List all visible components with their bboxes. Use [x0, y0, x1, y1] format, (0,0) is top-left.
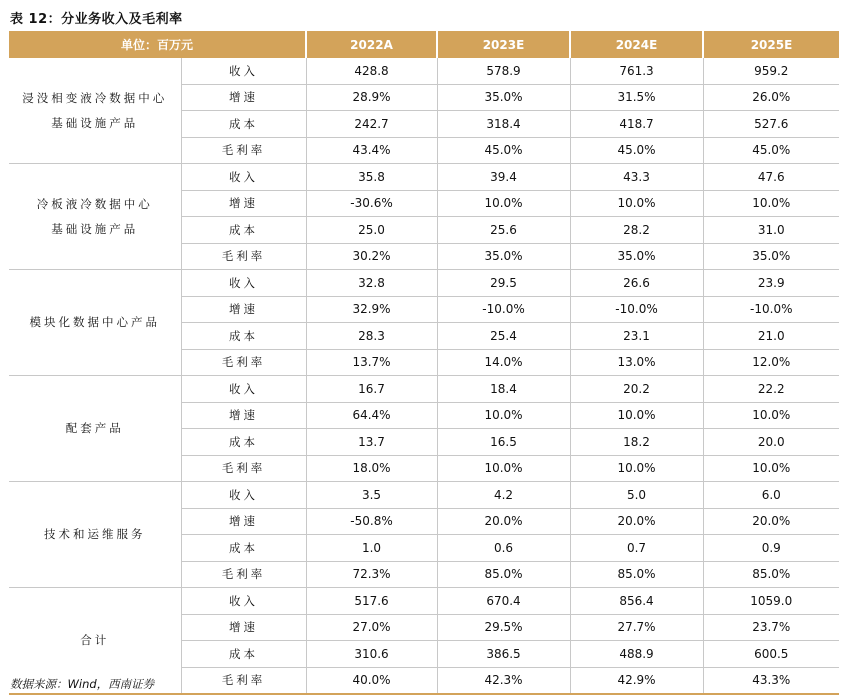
value-cell: 13.7%	[306, 349, 437, 376]
value-cell: 27.7%	[570, 614, 703, 641]
metric-label: 成本	[181, 429, 306, 456]
metric-label: 成本	[181, 641, 306, 668]
value-cell: 761.3	[570, 58, 703, 84]
value-cell: 310.6	[306, 641, 437, 668]
value-cell: 856.4	[570, 588, 703, 615]
value-cell: 386.5	[437, 641, 570, 668]
metric-label: 收入	[181, 164, 306, 191]
year-header: 2023E	[437, 31, 570, 58]
value-cell: 428.8	[306, 58, 437, 84]
header-row	[9, 31, 839, 58]
value-cell: 20.0%	[703, 508, 839, 535]
value-cell: 13.0%	[570, 349, 703, 376]
table-row	[9, 58, 839, 84]
value-cell: 18.2	[570, 429, 703, 456]
value-cell: 18.0%	[306, 455, 437, 482]
value-cell: 35.0%	[570, 243, 703, 270]
value-cell: 30.2%	[306, 243, 437, 270]
metric-label: 增速	[181, 296, 306, 323]
value-cell: 13.7	[306, 429, 437, 456]
value-cell: 28.9%	[306, 84, 437, 111]
value-cell: 45.0%	[570, 137, 703, 164]
segment-name	[9, 376, 181, 482]
metric-label: 成本	[181, 323, 306, 350]
value-cell: 26.6	[570, 270, 703, 297]
metric-label: 增速	[181, 508, 306, 535]
segment-name-line: 模块化数据中心产品	[29, 315, 160, 329]
value-cell: 242.7	[306, 111, 437, 138]
value-cell: 16.5	[437, 429, 570, 456]
value-cell: 43.3	[570, 164, 703, 191]
segment-revenue-table	[9, 31, 839, 695]
value-cell: 10.0%	[437, 455, 570, 482]
metric-label: 收入	[181, 376, 306, 403]
metric-label: 毛利率	[181, 137, 306, 164]
value-cell: 35.8	[306, 164, 437, 191]
value-cell: 45.0%	[703, 137, 839, 164]
value-cell: 31.5%	[570, 84, 703, 111]
table-title: 表 12：分业务收入及毛利率	[10, 12, 183, 27]
value-cell: 27.0%	[306, 614, 437, 641]
value-cell: 18.4	[437, 376, 570, 403]
value-cell: 20.0%	[437, 508, 570, 535]
value-cell: 578.9	[437, 58, 570, 84]
value-cell: 4.2	[437, 482, 570, 509]
value-cell: 45.0%	[437, 137, 570, 164]
value-cell: 64.4%	[306, 402, 437, 429]
value-cell: -10.0%	[437, 296, 570, 323]
value-cell: 21.0	[703, 323, 839, 350]
value-cell: 10.0%	[437, 402, 570, 429]
value-cell: 488.9	[570, 641, 703, 668]
metric-label: 增速	[181, 190, 306, 217]
table-row	[9, 482, 839, 509]
metric-label: 增速	[181, 84, 306, 111]
metric-label: 成本	[181, 217, 306, 244]
value-cell: 6.0	[703, 482, 839, 509]
value-cell: 1059.0	[703, 588, 839, 615]
metric-label: 收入	[181, 270, 306, 297]
metric-label: 成本	[181, 535, 306, 562]
value-cell: 20.2	[570, 376, 703, 403]
value-cell: 26.0%	[703, 84, 839, 111]
value-cell: 40.0%	[306, 667, 437, 694]
value-cell: 22.2	[703, 376, 839, 403]
value-cell: 527.6	[703, 111, 839, 138]
segment-name	[9, 482, 181, 588]
value-cell: 25.0	[306, 217, 437, 244]
value-cell: 28.3	[306, 323, 437, 350]
value-cell: 72.3%	[306, 561, 437, 588]
metric-label: 收入	[181, 482, 306, 509]
metric-label: 毛利率	[181, 667, 306, 694]
value-cell: 42.9%	[570, 667, 703, 694]
segment-name	[9, 270, 181, 376]
value-cell: 31.0	[703, 217, 839, 244]
value-cell: 318.4	[437, 111, 570, 138]
metric-label: 毛利率	[181, 561, 306, 588]
value-cell: 1.0	[306, 535, 437, 562]
value-cell: 12.0%	[703, 349, 839, 376]
metric-label: 成本	[181, 111, 306, 138]
metric-label: 收入	[181, 588, 306, 615]
value-cell: 85.0%	[703, 561, 839, 588]
value-cell: 0.6	[437, 535, 570, 562]
metric-label: 毛利率	[181, 243, 306, 270]
value-cell: 16.7	[306, 376, 437, 403]
value-cell: 5.0	[570, 482, 703, 509]
table-row	[9, 588, 839, 615]
value-cell: 14.0%	[437, 349, 570, 376]
value-cell: 42.3%	[437, 667, 570, 694]
year-header: 2024E	[570, 31, 703, 58]
value-cell: 20.0%	[570, 508, 703, 535]
value-cell: 28.2	[570, 217, 703, 244]
value-cell: 25.6	[437, 217, 570, 244]
segment-name-line: 合计	[80, 633, 110, 647]
value-cell: -30.6%	[306, 190, 437, 217]
value-cell: 10.0%	[703, 402, 839, 429]
value-cell: 517.6	[306, 588, 437, 615]
value-cell: 32.9%	[306, 296, 437, 323]
value-cell: 23.1	[570, 323, 703, 350]
segment-name-line: 基础设施产品	[51, 115, 139, 130]
metric-label: 毛利率	[181, 349, 306, 376]
segment-name	[9, 164, 181, 270]
value-cell: -50.8%	[306, 508, 437, 535]
value-cell: 670.4	[437, 588, 570, 615]
year-header: 2025E	[703, 31, 839, 58]
value-cell: 35.0%	[437, 243, 570, 270]
metric-label: 毛利率	[181, 455, 306, 482]
value-cell: 23.9	[703, 270, 839, 297]
value-cell: 47.6	[703, 164, 839, 191]
value-cell: 39.4	[437, 164, 570, 191]
value-cell: 29.5%	[437, 614, 570, 641]
segment-name-line: 技术和运维服务	[44, 527, 146, 541]
metric-label: 收入	[181, 58, 306, 84]
value-cell: 10.0%	[570, 190, 703, 217]
value-cell: 35.0%	[437, 84, 570, 111]
segment-name-line: 冷板液冷数据中心	[36, 196, 153, 211]
value-cell: 43.3%	[703, 667, 839, 694]
metric-label: 增速	[181, 614, 306, 641]
value-cell: 10.0%	[703, 455, 839, 482]
metric-label: 增速	[181, 402, 306, 429]
unit-label: 单位：百万元	[9, 31, 306, 58]
value-cell: 959.2	[703, 58, 839, 84]
value-cell: 418.7	[570, 111, 703, 138]
value-cell: 29.5	[437, 270, 570, 297]
value-cell: 0.9	[703, 535, 839, 562]
value-cell: 23.7%	[703, 614, 839, 641]
table-row	[9, 270, 839, 297]
segment-name-line: 基础设施产品	[51, 221, 139, 236]
value-cell: 10.0%	[570, 402, 703, 429]
value-cell: 43.4%	[306, 137, 437, 164]
year-header: 2022A	[306, 31, 437, 58]
value-cell: 25.4	[437, 323, 570, 350]
value-cell: -10.0%	[570, 296, 703, 323]
segment-name-line: 浸没相变液冷数据中心	[22, 90, 168, 105]
value-cell: 10.0%	[570, 455, 703, 482]
value-cell: 3.5	[306, 482, 437, 509]
value-cell: 35.0%	[703, 243, 839, 270]
segment-name-line: 配套产品	[65, 421, 124, 435]
segment-name	[9, 58, 181, 164]
value-cell: 0.7	[570, 535, 703, 562]
value-cell: 600.5	[703, 641, 839, 668]
value-cell: -10.0%	[703, 296, 839, 323]
value-cell: 20.0	[703, 429, 839, 456]
value-cell: 85.0%	[570, 561, 703, 588]
value-cell: 85.0%	[437, 561, 570, 588]
table-row	[9, 376, 839, 403]
table-row	[9, 164, 839, 191]
value-cell: 32.8	[306, 270, 437, 297]
source-note: 数据来源：Wind，西南证券	[10, 677, 155, 691]
value-cell: 10.0%	[703, 190, 839, 217]
value-cell: 10.0%	[437, 190, 570, 217]
